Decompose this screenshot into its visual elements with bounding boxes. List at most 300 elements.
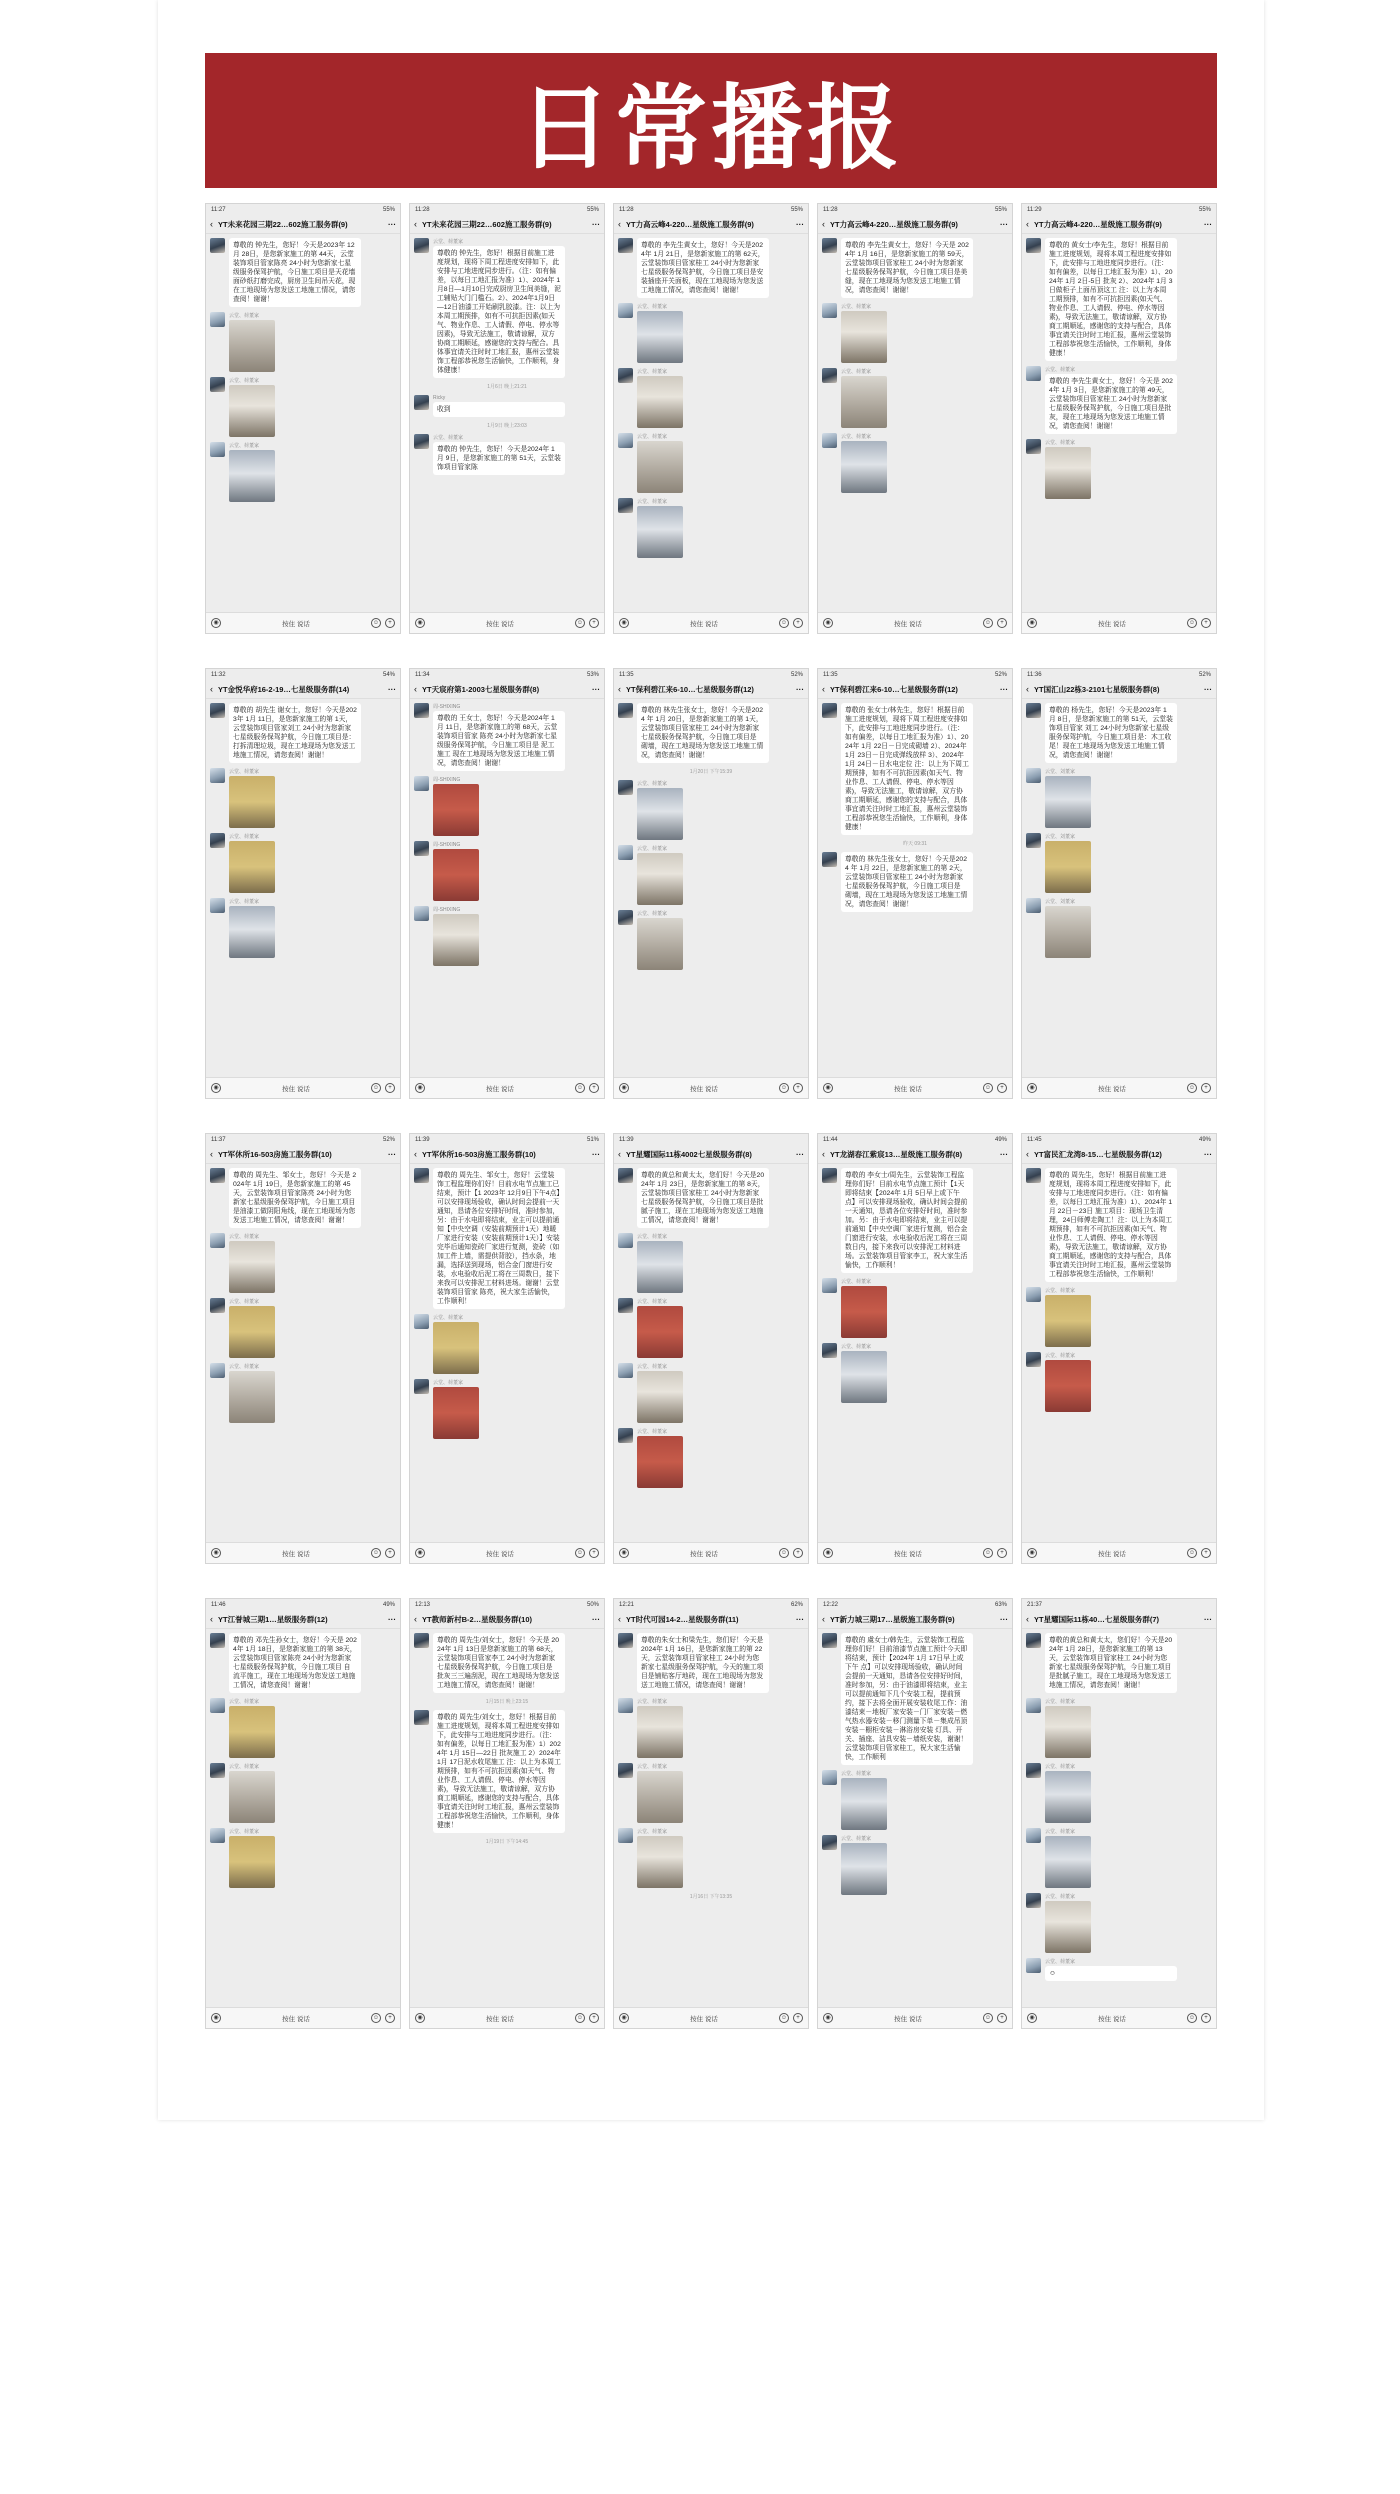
sender-avatar[interactable] xyxy=(1026,1287,1041,1302)
sender-avatar[interactable] xyxy=(618,303,633,318)
message-bubble[interactable]: 尊敬的 李先生黄女士，您好！今天是2024年 1月 21日，是您新家施工的第 62天，云堂装饰项目管家桂工 24小时为您新家七星级服务保驾护航，今日施工项目是安装插座开关面板，现在工地现场为您发送工地施工情况，请您查阅！谢谢！ xyxy=(637,238,769,298)
chat-message-list[interactable] xyxy=(410,1629,604,1993)
add-attachment-icon[interactable]: + xyxy=(589,1083,599,1093)
chat-message-list[interactable] xyxy=(410,699,604,1063)
back-arrow-icon[interactable]: ‹ xyxy=(822,1149,825,1159)
sender-avatar[interactable] xyxy=(618,1298,633,1313)
site-photo-thumbnail[interactable] xyxy=(637,918,683,970)
sender-avatar[interactable] xyxy=(618,1828,633,1843)
add-attachment-icon[interactable]: + xyxy=(793,1083,803,1093)
site-photo-thumbnail[interactable] xyxy=(229,450,275,502)
emoji-icon[interactable]: ☺ xyxy=(780,1550,788,1556)
sender-avatar[interactable] xyxy=(618,368,633,383)
site-photo-thumbnail[interactable] xyxy=(841,441,887,493)
message-bubble[interactable]: 收到 xyxy=(433,402,565,417)
site-photo-thumbnail[interactable] xyxy=(433,1387,479,1439)
message-bubble[interactable]: 尊敬的 周先生、邹女士，您好！今天是 2024年 1月 19日，是您新家施工的第 45天，云堂装饰项目管家陈亮 24小时为您新家七星级服务保驾护航，今日施工项目是油漆工做阴阳角线，现在工地现场为您发送工地施工情况，请您查阅！谢谢！ xyxy=(229,1168,361,1228)
back-arrow-icon[interactable]: ‹ xyxy=(210,1614,213,1624)
add-attachment-icon[interactable]: + xyxy=(589,618,599,628)
site-photo-thumbnail[interactable] xyxy=(1045,1360,1091,1412)
chat-message-list[interactable] xyxy=(614,1164,808,1528)
back-arrow-icon[interactable]: ‹ xyxy=(1026,219,1029,229)
add-attachment-icon[interactable]: + xyxy=(793,618,803,628)
site-photo-thumbnail[interactable] xyxy=(433,1322,479,1374)
site-photo-thumbnail[interactable] xyxy=(637,853,683,905)
more-options-icon[interactable]: ··· xyxy=(592,684,600,694)
sender-avatar[interactable] xyxy=(210,442,225,457)
sender-avatar[interactable] xyxy=(414,1710,429,1725)
sender-avatar[interactable] xyxy=(210,1233,225,1248)
site-photo-thumbnail[interactable] xyxy=(1045,1771,1091,1823)
more-options-icon[interactable]: ··· xyxy=(1204,1614,1212,1624)
chat-message xyxy=(1026,1698,1212,1758)
emoji-icon[interactable]: ☺ xyxy=(576,1085,584,1091)
battery-level: 63% xyxy=(994,1601,1007,1608)
voice-toggle-icon[interactable]: ◉ xyxy=(823,618,833,628)
voice-toggle-icon[interactable]: ◉ xyxy=(415,1083,425,1093)
emoji-icon[interactable]: ☺ xyxy=(1188,2015,1196,2021)
more-options-icon[interactable]: ··· xyxy=(1000,1149,1008,1159)
sender-avatar[interactable] xyxy=(1026,1893,1041,1908)
voice-toggle-icon[interactable]: ◉ xyxy=(211,618,221,628)
sender-avatar[interactable] xyxy=(822,852,837,867)
sender-avatar[interactable] xyxy=(618,1633,633,1648)
emoji-icon[interactable]: ☺ xyxy=(984,2015,992,2021)
sender-avatar[interactable] xyxy=(414,776,429,791)
sender-avatar[interactable] xyxy=(822,1770,837,1785)
sender-avatar[interactable] xyxy=(1026,1352,1041,1367)
site-photo-thumbnail[interactable] xyxy=(841,311,887,363)
site-photo-thumbnail[interactable] xyxy=(229,1241,275,1293)
sender-avatar[interactable] xyxy=(618,910,633,925)
sender-avatar[interactable] xyxy=(414,1168,429,1183)
more-options-icon[interactable]: ··· xyxy=(796,219,804,229)
site-photo-thumbnail[interactable] xyxy=(229,1371,275,1423)
chat-message-list[interactable] xyxy=(614,234,808,598)
back-arrow-icon[interactable]: ‹ xyxy=(414,219,417,229)
site-photo-thumbnail[interactable] xyxy=(841,1843,887,1895)
chat-screenshot xyxy=(817,668,1013,1099)
sender-avatar[interactable] xyxy=(414,434,429,449)
message-bubble[interactable]: ☺ xyxy=(1045,1966,1177,1981)
sender-avatar[interactable] xyxy=(1026,1958,1041,1973)
message-bubble[interactable]: 尊敬的黄总和黄太太，您们好！今天是2024年 1月 23日，是您新家施工的第 8天，云堂装饰项目管家桂工 24小时为您新家七星级服务保驾护航，今日施工项目是批腻子施工，现在工地现场为您发送工地施工情况，请您查阅！谢谢！ xyxy=(637,1168,769,1228)
more-options-icon[interactable]: ··· xyxy=(1204,219,1212,229)
site-photo-thumbnail[interactable] xyxy=(637,1771,683,1823)
message-bubble[interactable]: 尊敬的 虞女士/韩先生，云堂装饰工程监理你们好！目前油漆节点施工预计今天即将结束，预计【2024年 1月 17日早上或下午 点】可以安排现场验收，确认时间会提前一天通知，恳请各位安排好时间，准时参加，另：由于油漆即将结束，业主可以提前通知下几个安装工程，提前预约，接下去将全面开展安装收尾工作：油漆结束－地板厂家安装－门厂家安装－燃气热水器安装－移门测量下单－集成吊顶安装－橱柜安装－淋浴房安装 灯具、开关、插座、洁具安装－墙纸安装，谢谢！云堂装饰项目管家桂工，祝大家生活愉快，工作顺利 xyxy=(841,1633,973,1765)
chat-message-list[interactable] xyxy=(410,1164,604,1528)
hold-to-talk-button[interactable]: 按住 说话 xyxy=(894,620,922,628)
sender-avatar[interactable] xyxy=(210,1763,225,1778)
site-photo-thumbnail[interactable] xyxy=(433,849,479,901)
emoji-icon[interactable]: ☺ xyxy=(372,620,380,626)
sender-avatar[interactable] xyxy=(210,238,225,253)
sender-avatar[interactable] xyxy=(210,703,225,718)
message-content xyxy=(637,433,683,493)
sender-avatar[interactable] xyxy=(822,1278,837,1293)
battery-level: 51% xyxy=(586,1136,599,1143)
sender-avatar[interactable] xyxy=(618,1233,633,1248)
hold-to-talk-button[interactable]: 按住 说话 xyxy=(1098,1085,1126,1093)
chat-message-list[interactable] xyxy=(1022,699,1216,1063)
chat-message-list[interactable] xyxy=(1022,1164,1216,1528)
site-photo-thumbnail[interactable] xyxy=(1045,841,1091,893)
hold-to-talk-button[interactable]: 按住 说话 xyxy=(1098,2015,1126,2023)
site-photo-thumbnail[interactable] xyxy=(841,1778,887,1830)
add-attachment-icon[interactable]: + xyxy=(997,2013,1007,2023)
more-options-icon[interactable]: ··· xyxy=(388,684,396,694)
voice-toggle-icon[interactable]: ◉ xyxy=(211,1083,221,1093)
message-bubble[interactable]: 尊敬的 周先生、邹女士，您好！云堂装饰工程监理你们好！目前水电节点施工已结束，预计【1 2023年 12月9日下午4点】可以安排现场验收，确认时间会提前一天通知，恳请各位安排好时间，准时参加，另：由于水电即将结束，业主可以提前通知【中央空调（安装前期预计1天）地暖厂家进行安装（安装前期预计1天）】安装完毕后通知瓷砖厂家进行复测，瓷砖（如加工件上墙，需提供背胶），挡水条，地漏，选择送到现场，铝合金门窗进行安装，水电验收后泥工将在三周数日，接下来我可以安排泥工材料进场。谢谢！云堂装饰项目管家 陈亮，祝大家生活愉快，工作顺利！ xyxy=(433,1168,565,1309)
site-photo-thumbnail[interactable] xyxy=(637,788,683,840)
site-photo-thumbnail[interactable] xyxy=(229,385,275,437)
sender-avatar[interactable] xyxy=(618,1363,633,1378)
sender-avatar[interactable] xyxy=(210,312,225,327)
back-arrow-icon[interactable]: ‹ xyxy=(210,684,213,694)
sender-avatar[interactable] xyxy=(414,1379,429,1394)
site-photo-thumbnail[interactable] xyxy=(637,1706,683,1758)
sender-avatar[interactable] xyxy=(210,1363,225,1378)
site-photo-thumbnail[interactable] xyxy=(229,841,275,893)
sender-avatar[interactable] xyxy=(618,1168,633,1183)
sender-avatar[interactable] xyxy=(414,238,429,253)
sender-avatar[interactable] xyxy=(822,303,837,318)
site-photo-thumbnail[interactable] xyxy=(229,320,275,372)
sender-avatar[interactable] xyxy=(1026,703,1041,718)
chat-message-list[interactable] xyxy=(206,234,400,598)
voice-toggle-icon[interactable]: ◉ xyxy=(1027,618,1037,628)
more-options-icon[interactable]: ··· xyxy=(388,219,396,229)
site-photo-thumbnail[interactable] xyxy=(637,1436,683,1488)
more-options-icon[interactable]: ··· xyxy=(1000,684,1008,694)
chat-message-list[interactable] xyxy=(410,234,604,598)
back-arrow-icon[interactable]: ‹ xyxy=(618,1614,621,1624)
site-photo-thumbnail[interactable] xyxy=(433,914,479,966)
add-attachment-icon[interactable]: + xyxy=(1201,2013,1211,2023)
voice-toggle-icon[interactable]: ◉ xyxy=(415,618,425,628)
sender-avatar[interactable] xyxy=(618,845,633,860)
back-arrow-icon[interactable]: ‹ xyxy=(618,1149,621,1159)
more-options-icon[interactable]: ··· xyxy=(388,1149,396,1159)
back-arrow-icon[interactable]: ‹ xyxy=(210,219,213,229)
add-attachment-icon[interactable]: + xyxy=(997,618,1007,628)
message-bubble[interactable]: 尊敬的 王女士，您好！今天是2024年 1月 11日，是您新家施工的第 68天，云堂装饰项目管家 陈亮 24小时为您新家七星级服务保驾护航，今日施工项目是 泥工施工 现在工地现场为您发送工地施工情况，请您查阅！谢谢！ xyxy=(433,711,565,771)
back-arrow-icon[interactable]: ‹ xyxy=(618,219,621,229)
sender-avatar[interactable] xyxy=(822,433,837,448)
voice-toggle-icon[interactable]: ◉ xyxy=(211,1548,221,1558)
message-bubble[interactable]: 尊敬的 胡先生 谢女士，您好！今天是2023年 1月 11日，是您新家施工的第 1天，云堂装饰项目管家刘工 24小时为您新家七星级服务保驾护航，今日施工项目是：打拆清理垃圾，现在工地现场为您发送工地施工情况，请您查阅！谢谢！ xyxy=(229,703,361,763)
emoji-icon[interactable]: ☺ xyxy=(984,1085,992,1091)
add-attachment-icon[interactable]: + xyxy=(589,1548,599,1558)
emoji-icon[interactable]: ☺ xyxy=(576,1550,584,1556)
message-bubble[interactable]: 尊敬的 周先生，您好！根据目前施工进度规划，现将本周工程进度安排如下，此安排与工地进度同步进行。（注：如有偏差，以每日工地汇报为准）1）、2024年 1月 22日－23日 施工项目：现场卫生清理，24日师傅走陶工！注：以上为本周工期预排，如有不可抗拒因素(如天气、物业作息、工人请假、停电、停水等因素)，导致无法施工，敬请谅解，双方协商工期顺延，感谢您的支持与配合，具体事宜请关注时时工地汇报，惠州云堂装饰工程部恭祝您生活愉快，工作顺利！ xyxy=(1045,1168,1177,1282)
chat-message xyxy=(618,1168,804,1228)
message-bubble[interactable]: 尊敬的 李先生黄女士，您好！今天是 2024年 1月 16日，是您新家施工的第 59天，云堂装饰项目管家桂工 24小时为您新家七星级服务保驾护航，今日施工项目是美缝，现在工地现场为您发送工地施工情况，请您查阅！谢谢！ xyxy=(841,238,973,298)
hold-to-talk-button[interactable]: 按住 说话 xyxy=(282,1085,310,1093)
more-options-icon[interactable]: ··· xyxy=(1204,684,1212,694)
hold-to-talk-button[interactable]: 按住 说话 xyxy=(894,2015,922,2023)
hold-to-talk-button[interactable]: 按住 说话 xyxy=(1098,1550,1126,1558)
emoji-icon[interactable]: ☺ xyxy=(372,1550,380,1556)
add-attachment-icon[interactable]: + xyxy=(997,1083,1007,1093)
back-arrow-icon[interactable]: ‹ xyxy=(1026,684,1029,694)
emoji-icon[interactable]: ☺ xyxy=(1188,620,1196,626)
voice-toggle-icon[interactable]: ◉ xyxy=(619,2013,629,2023)
site-photo-thumbnail[interactable] xyxy=(637,1371,683,1423)
emoji-icon[interactable]: ☺ xyxy=(984,620,992,626)
hold-to-talk-button[interactable]: 按住 说话 xyxy=(690,1550,718,1558)
back-arrow-icon[interactable]: ‹ xyxy=(414,684,417,694)
emoji-icon[interactable]: ☺ xyxy=(780,620,788,626)
emoji-icon[interactable]: ☺ xyxy=(576,620,584,626)
more-options-icon[interactable]: ··· xyxy=(796,684,804,694)
hold-to-talk-button[interactable]: 按住 说话 xyxy=(690,2015,718,2023)
hold-to-talk-button[interactable]: 按住 说话 xyxy=(282,620,310,628)
hold-to-talk-button[interactable]: 按住 说话 xyxy=(894,1085,922,1093)
sender-avatar[interactable] xyxy=(618,238,633,253)
sender-avatar[interactable] xyxy=(210,898,225,913)
add-attachment-icon[interactable]: + xyxy=(385,1548,395,1558)
site-photo-thumbnail[interactable] xyxy=(433,784,479,836)
add-attachment-icon[interactable]: + xyxy=(793,2013,803,2023)
site-photo-thumbnail[interactable] xyxy=(841,1286,887,1338)
sender-avatar[interactable] xyxy=(1026,1633,1041,1648)
sender-avatar[interactable] xyxy=(1026,1828,1041,1843)
sender-avatar[interactable] xyxy=(1026,898,1041,913)
more-options-icon[interactable]: ··· xyxy=(796,1149,804,1159)
chat-message-list[interactable] xyxy=(206,1629,400,1993)
message-bubble[interactable]: 尊敬的 张女士/林先生，您好！根据目前施工进度规划，现将下周工程进度安排如下，此安排与工地进度同步进行。（注：如有偏差，以每日工地汇报为准）1）、2024年 1月 22日－日完成砌墙 2）、2024年 1月 23日－日完成弹线放样 3）、2024年 1月 24日－日水电定位 注：以上为下周工期预排，如有不可抗拒因素(如天气、物业作息、工人请假、停电、停水等因素)，导致无法施工，敬请谅解，双方协商工期顺延，感谢您的支持与配合，具体事宜请关注时时工地汇报，惠州云堂装饰工程部恭祝您生活愉快，工作顺利，身体健康！ xyxy=(841,703,973,835)
hold-to-talk-button[interactable]: 按住 说话 xyxy=(282,2015,310,2023)
hold-to-talk-button[interactable]: 按住 说话 xyxy=(486,620,514,628)
hold-to-talk-button[interactable]: 按住 说话 xyxy=(894,1550,922,1558)
more-options-icon[interactable]: ··· xyxy=(592,219,600,229)
chat-message-list[interactable] xyxy=(818,1629,1012,1993)
emoji-icon[interactable]: ☺ xyxy=(780,1085,788,1091)
site-photo-thumbnail[interactable] xyxy=(637,1306,683,1358)
chat-message-list[interactable] xyxy=(1022,1629,1216,1993)
sender-avatar[interactable] xyxy=(414,906,429,921)
more-options-icon[interactable]: ··· xyxy=(1000,219,1008,229)
back-arrow-icon[interactable]: ‹ xyxy=(414,1614,417,1624)
site-photo-thumbnail[interactable] xyxy=(229,1306,275,1358)
message-content xyxy=(229,703,361,763)
site-photo-thumbnail[interactable] xyxy=(841,1351,887,1403)
emoji-icon[interactable]: ☺ xyxy=(372,2015,380,2021)
voice-toggle-icon[interactable]: ◉ xyxy=(1027,2013,1037,2023)
sender-avatar[interactable] xyxy=(414,841,429,856)
emoji-icon[interactable]: ☺ xyxy=(1188,1550,1196,1556)
sender-avatar[interactable] xyxy=(1026,366,1041,381)
message-bubble[interactable]: 尊敬的 黄女士/李先生，您好！根据目前施工进度规划，现将本周工程进度安排如下，此安排与工地进度同步进行。（注：如有偏差，以每日工地汇报为准）1）、2024年 1月 2日-5日 批灰 2）、2024年 1月 3日做柜子上面吊顶这工 注：以上为本周工期预排，如有不可抗拒因素(如天气、物业作息、工人请假、停电、停水等因素)，导致无法施工，敬请谅解，双方协商工期顺延，感谢您的支持与配合，具体事宜请关注时时工地汇报，惠州云堂装饰工程部恭祝您生活愉快，工作顺利，身体健康！ xyxy=(1045,238,1177,361)
voice-toggle-icon[interactable]: ◉ xyxy=(1027,1548,1037,1558)
site-photo-thumbnail[interactable] xyxy=(1045,776,1091,828)
voice-toggle-icon[interactable]: ◉ xyxy=(823,1548,833,1558)
message-bubble[interactable]: 尊敬的 林先生张女士，您好！今天是2024 年 1月 20日，是您新家施工的第 1天，云堂装饰项目管家桂工 24小时为您新家七星级服务保驾护航，今日施工项目是 砌墙，现在工地现场为您发送工地施工情况，请您查阅！谢谢！ xyxy=(637,703,769,763)
back-arrow-icon[interactable]: ‹ xyxy=(822,684,825,694)
message-bubble[interactable]: 尊敬的黄总和黄太太，您们好！今天是2024年 1月 28日，是您新家施工的第 13天，云堂装饰项目管家桂工 24小时为您新家七星级服务保驾护航，今日施工项目是批腻子施工，现在工地现场为您发送工地施工情况，请您查阅！谢谢！ xyxy=(1045,1633,1177,1693)
site-photo-thumbnail[interactable] xyxy=(637,1836,683,1888)
voice-toggle-icon[interactable]: ◉ xyxy=(415,1548,425,1558)
sender-avatar[interactable] xyxy=(822,1633,837,1648)
message-bubble[interactable]: 尊敬的 钟先生，您好！根据目前施工进度规划，现将下周工程进度安排如下，此安排与工地进度同步进行。（注：如有偏差，以每日工地汇报为准）1）、2024年 1月8日—1月10日完成厨房卫生间美缝，泥工辅贴大门门槛石。2）、2024年1月9日—12日油漆工开始刷乳胶漆。注：以上为本周工期预排，如有不可抗拒因素(如天气、物业作息、工人请假、停电、停水等因素)，导致无法施工，敬请谅解，双方协商工期顺延，感谢您的支持与配合。具体事宜请关注时时工地汇报，惠州云堂装饰工程部恭祝您生活愉快，工作顺利，身体健康！ xyxy=(433,246,565,378)
chat-message-list[interactable] xyxy=(818,1164,1012,1528)
hold-to-talk-button[interactable]: 按住 说话 xyxy=(690,1085,718,1093)
voice-toggle-icon[interactable]: ◉ xyxy=(823,2013,833,2023)
emoji-icon[interactable]: ☺ xyxy=(780,2015,788,2021)
sender-avatar[interactable] xyxy=(618,1698,633,1713)
chat-header xyxy=(818,215,1012,234)
sender-avatar[interactable] xyxy=(618,498,633,513)
add-attachment-icon[interactable]: + xyxy=(1201,618,1211,628)
sender-avatar[interactable] xyxy=(822,1343,837,1358)
sender-avatar[interactable] xyxy=(210,1298,225,1313)
message-bubble[interactable]: 尊敬的 钟先生，您好！今天是2023年 12月 28日，是您新家施工的第 44天，云堂装饰项目管家陈亮 24小时为您新家七星级服务保驾护航，今日施工项目是天花墙面砂纸打磨完成，厨房卫生间吊天花，现在工地现场为您发送工地施工情况，请您查阅！谢谢！ xyxy=(229,238,361,307)
add-attachment-icon[interactable]: + xyxy=(1201,1083,1211,1093)
back-arrow-icon[interactable]: ‹ xyxy=(618,684,621,694)
site-photo-thumbnail[interactable] xyxy=(637,311,683,363)
chat-header xyxy=(818,1145,1012,1164)
add-attachment-icon[interactable]: + xyxy=(1201,1548,1211,1558)
voice-toggle-icon[interactable]: ◉ xyxy=(211,2013,221,2023)
site-photo-thumbnail[interactable] xyxy=(229,776,275,828)
chat-message-list[interactable] xyxy=(818,699,1012,1063)
hold-to-talk-button[interactable]: 按住 说话 xyxy=(1098,620,1126,628)
message-bubble[interactable]: 尊敬的 林先生张女士，您好！今天是2024 年 1月 22日，是您新家施工的第 2天，云堂装饰项目管家桂工 24小时为您新家七星级服务保驾护航，今日施工项目是 砌墙，现在工地现场为您发送工地施工情况，请您查阅！谢谢！ xyxy=(841,852,973,912)
chat-message-list[interactable] xyxy=(614,699,808,1063)
sender-avatar[interactable] xyxy=(822,1835,837,1850)
site-photo-thumbnail[interactable] xyxy=(637,1241,683,1293)
voice-toggle-icon[interactable]: ◉ xyxy=(619,1083,629,1093)
more-options-icon[interactable]: ··· xyxy=(592,1614,600,1624)
back-arrow-icon[interactable]: ‹ xyxy=(414,1149,417,1159)
site-photo-thumbnail[interactable] xyxy=(1045,447,1091,499)
emoji-icon[interactable]: ☺ xyxy=(1188,1085,1196,1091)
sender-avatar[interactable] xyxy=(1026,1168,1041,1183)
message-bubble[interactable]: 尊敬的 周先生/刘女士，您好！今天是 2024年 1月 13日是您新家施工的第 68天，云堂装饰项目管家李工 24小时为您新家七星级服务保驾护航，今日施工项目是 批灰三三遍刮泥，现在工地现场为您发送工地施工情况，请您查阅！谢谢！ xyxy=(433,1633,565,1693)
sender-avatar[interactable] xyxy=(1026,833,1041,848)
add-attachment-icon[interactable]: + xyxy=(385,618,395,628)
sender-avatar[interactable] xyxy=(822,238,837,253)
voice-toggle-icon[interactable]: ◉ xyxy=(1027,1083,1037,1093)
sender-avatar[interactable] xyxy=(1026,238,1041,253)
site-photo-thumbnail[interactable] xyxy=(1045,1295,1091,1347)
sender-avatar[interactable] xyxy=(210,1698,225,1713)
message-bubble[interactable]: 尊敬的 邓先生孙女士，您好！今天是 2024年 1月 18日，是您新家施工的第 38天，云堂装饰项目管家陈亮 24小时为您新家七星级服务保驾护航，今日施工项目 自流平施工，现在工地现场为您发送工地施工情况，请您查阅！谢谢！ xyxy=(229,1633,361,1693)
sender-avatar[interactable] xyxy=(618,703,633,718)
emoji-icon[interactable]: ☺ xyxy=(576,2015,584,2021)
message-bubble[interactable]: 尊敬的 杨先生，您好！今天是2023年 1月 8日，是您新家施工的第 51天，云堂装饰项目管家 刘工 24小时为您新家七星级服务保驾护航，今日施工项目是：木工收尾！现在工地现场为您发送工地施工情况，请您查阅！谢谢！ xyxy=(1045,703,1177,763)
hold-to-talk-button[interactable]: 按住 说话 xyxy=(690,620,718,628)
voice-toggle-icon[interactable]: ◉ xyxy=(619,618,629,628)
emoji-icon[interactable]: ☺ xyxy=(372,1085,380,1091)
back-arrow-icon[interactable]: ‹ xyxy=(210,1149,213,1159)
voice-toggle-icon[interactable]: ◉ xyxy=(823,1083,833,1093)
site-photo-thumbnail[interactable] xyxy=(229,1836,275,1888)
message-bubble[interactable]: 尊敬的 李先生黄女士，您好！今天是 2024年 1月 3日，是您新家施工的第 49天，云堂装饰项目管家桂工 24小时为您新家七星级服务保驾护航，今日施工项目是批灰，现在工地现场为您发送工地施工情况，请您查阅！谢谢！ xyxy=(1045,374,1177,434)
message-bubble[interactable]: 尊敬的朱女士和梁先生，您们好！今天是2024年 1月 16日，是您新家施工的第 22天，云堂装饰项目管家桂工 24小时为您新家七星级服务保驾护航，今天的施工项目是铺贴客厅地砖，现在工地现场为您发送工地施工情况，请您查阅！谢谢！ xyxy=(637,1633,769,1693)
add-attachment-icon[interactable]: + xyxy=(997,1548,1007,1558)
back-arrow-icon[interactable]: ‹ xyxy=(1026,1149,1029,1159)
site-photo-thumbnail[interactable] xyxy=(1045,1901,1091,1953)
sender-avatar[interactable] xyxy=(618,1763,633,1778)
emoji-icon[interactable]: ☺ xyxy=(984,1550,992,1556)
sender-avatar[interactable] xyxy=(822,1168,837,1183)
sender-avatar[interactable] xyxy=(210,768,225,783)
sender-avatar[interactable] xyxy=(210,1168,225,1183)
chat-input-bar xyxy=(1022,2007,1216,2028)
chat-message-list[interactable] xyxy=(206,699,400,1063)
back-arrow-icon[interactable]: ‹ xyxy=(1026,1614,1029,1624)
site-photo-thumbnail[interactable] xyxy=(229,1771,275,1823)
chat-message xyxy=(1026,1633,1212,1693)
sender-avatar[interactable] xyxy=(210,1633,225,1648)
sender-avatar[interactable] xyxy=(822,703,837,718)
sender-avatar[interactable] xyxy=(1026,1763,1041,1778)
sender-avatar[interactable] xyxy=(414,703,429,718)
sender-avatar[interactable] xyxy=(210,833,225,848)
site-photo-thumbnail[interactable] xyxy=(637,376,683,428)
more-options-icon[interactable]: ··· xyxy=(796,1614,804,1624)
sender-avatar[interactable] xyxy=(618,780,633,795)
sender-avatar[interactable] xyxy=(414,1314,429,1329)
add-attachment-icon[interactable]: + xyxy=(385,2013,395,2023)
site-photo-thumbnail[interactable] xyxy=(1045,1706,1091,1758)
more-options-icon[interactable]: ··· xyxy=(1000,1614,1008,1624)
site-photo-thumbnail[interactable] xyxy=(1045,1836,1091,1888)
voice-toggle-icon[interactable]: ◉ xyxy=(619,1548,629,1558)
sender-avatar[interactable] xyxy=(414,395,429,410)
more-options-icon[interactable]: ··· xyxy=(592,1149,600,1159)
site-photo-thumbnail[interactable] xyxy=(841,376,887,428)
sender-avatar[interactable] xyxy=(1026,768,1041,783)
back-arrow-icon[interactable]: ‹ xyxy=(822,219,825,229)
hold-to-talk-button[interactable]: 按住 说话 xyxy=(282,1550,310,1558)
add-attachment-icon[interactable]: + xyxy=(385,1083,395,1093)
site-photo-thumbnail[interactable] xyxy=(637,506,683,558)
site-photo-thumbnail[interactable] xyxy=(1045,906,1091,958)
chat-message-list[interactable] xyxy=(206,1164,400,1528)
back-arrow-icon[interactable]: ‹ xyxy=(822,1614,825,1624)
sender-avatar[interactable] xyxy=(618,1428,633,1443)
chat-message-list[interactable] xyxy=(818,234,1012,598)
chat-message-list[interactable] xyxy=(614,1629,808,1993)
sender-avatar[interactable] xyxy=(414,1633,429,1648)
sender-avatar[interactable] xyxy=(822,368,837,383)
more-options-icon[interactable]: ··· xyxy=(1204,1149,1212,1159)
sender-avatar[interactable] xyxy=(210,1828,225,1843)
message-bubble[interactable]: 尊敬的 李女士/周先生，云堂装饰工程监理你们好！目前水电节点施工预计【1天即将结束【2024年 1月 5日早上或下午 点】可以安排现场验收，确认时间会提前一天通知，恳请各位安排好时间，准时参加。另：由于水电即将结束，业主可以提前通知【中央空调厂家进行复测，铝合金门窗进行安装，水电验收后泥工将在三周数日内，接下来我可以安排泥工材料进场。云堂装饰项目管家李工，祝大家生活愉快，工作顺利！ xyxy=(841,1168,973,1273)
message-bubble[interactable]: 尊敬的 钟先生，您好！今天是2024年 1月 9日，是您新家施工的第 51天，云堂装饰项目管家陈 xyxy=(433,442,565,475)
hold-to-talk-button[interactable]: 按住 说话 xyxy=(486,2015,514,2023)
hold-to-talk-button[interactable]: 按住 说话 xyxy=(486,1550,514,1558)
site-photo-thumbnail[interactable] xyxy=(229,906,275,958)
hold-to-talk-button[interactable]: 按住 说话 xyxy=(486,1085,514,1093)
site-photo-thumbnail[interactable] xyxy=(229,1706,275,1758)
more-options-icon[interactable]: ··· xyxy=(388,1614,396,1624)
add-attachment-icon[interactable]: + xyxy=(589,2013,599,2023)
site-photo-thumbnail[interactable] xyxy=(637,441,683,493)
chat-message-list[interactable] xyxy=(1022,234,1216,598)
sender-avatar[interactable] xyxy=(1026,439,1041,454)
sender-avatar[interactable] xyxy=(618,433,633,448)
add-attachment-icon[interactable]: + xyxy=(793,1548,803,1558)
message-bubble[interactable]: 尊敬的 周先生/刘女士，您好！根据目前施工进度规划，现将本周工程进度安排如下，此安排与工地进度同步进行。（注：如有偏差，以每日工地汇报为准）1）2024年 1月 15日—22日 批灰施工 2）2024年 1月 17日泥水收尾施工 注：以上为本周工期预排，如有不可抗拒因素(如天气、物业作息、工人请假、停电、停水等因素)，导致无法施工，敬请谅解，双方协商工期顺延，感谢您的支持与配合，具体事宜请关注时时工地汇报，惠州云堂装饰工程部恭祝您生活愉快，工作顺利，身体健康！ xyxy=(433,1710,565,1833)
sender-avatar[interactable] xyxy=(1026,1698,1041,1713)
group-chat-title: YT新力城三期17…星级施工服务群(9) xyxy=(830,1614,955,1624)
voice-toggle-icon[interactable]: ◉ xyxy=(415,2013,425,2023)
sender-avatar[interactable] xyxy=(210,377,225,392)
